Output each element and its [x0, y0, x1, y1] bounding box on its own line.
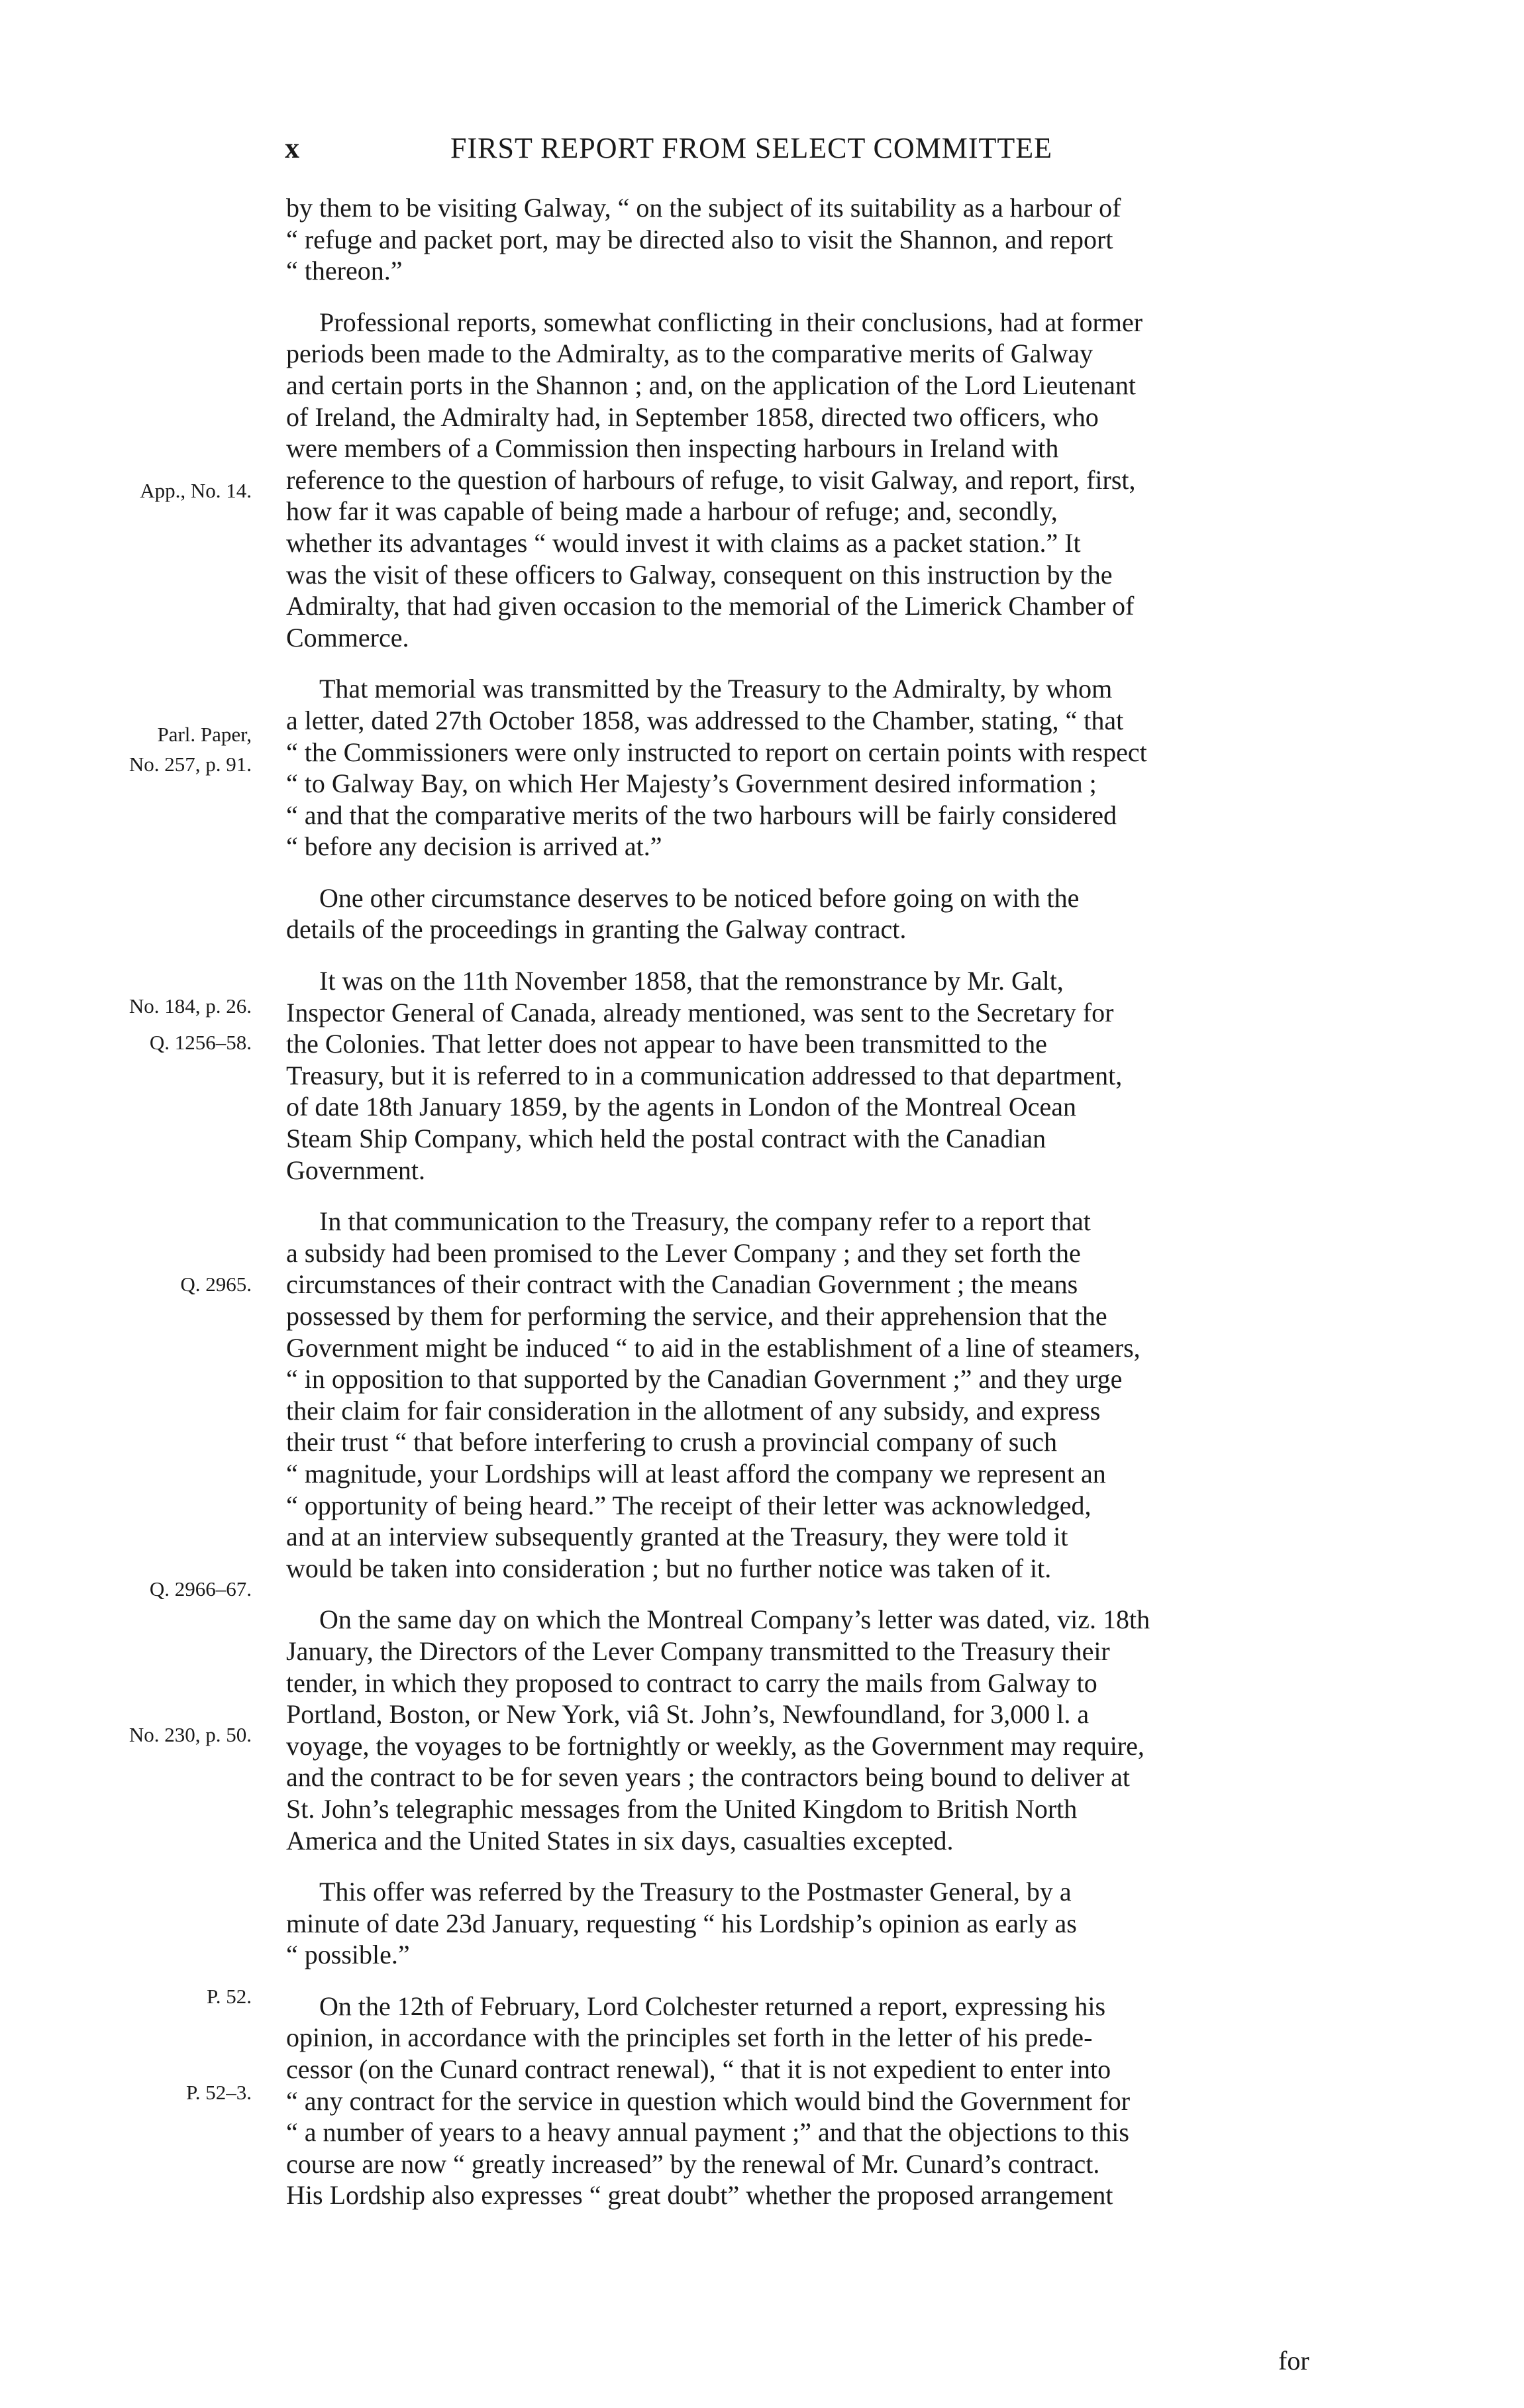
- paragraph: [286, 882, 1346, 945]
- margin-note: P. 52–3.: [185, 2081, 252, 2104]
- paragraph: [286, 1991, 1346, 2211]
- text-line: Steam Ship Company, which held the postal contract with the Canadian: [286, 1124, 1046, 1154]
- text-line: course are now “ greatly increased” by the renewal of Mr. Cunard’s contract.: [286, 2148, 1100, 2179]
- text-line: “ the Commissioners were only instructed to report on certain points with respect: [286, 737, 1147, 767]
- text-line: periods been made to the Admiralty, as to the comparative merits of Galway: [286, 339, 1093, 369]
- text-line: their trust “ that before interfering to crush a provincial company of such: [286, 1427, 1058, 1457]
- text-line: On the same day on which the Montreal Company’s letter was dated, viz. 18th: [319, 1604, 1150, 1635]
- text-line: It was on the 11th November 1858, that the remonstrance by Mr. Galt,: [319, 966, 1064, 996]
- text-line: and the contract to be for seven years ; the contractors being bound to deliver at: [286, 1762, 1130, 1793]
- margin-note: Q. 2965.: [180, 1273, 252, 1296]
- text-line: circumstances of their contract with the Canadian Government ; the means: [286, 1269, 1078, 1300]
- text-line: January, the Directors of the Lever Company transmitted to the Treasury their: [286, 1636, 1110, 1666]
- text-line: whether its advantages “ would invest it with claims as a packet station.” It: [286, 527, 1081, 558]
- paragraph: [286, 1206, 1346, 1584]
- text-line: reference to the question of harbours of refuge, to visit Galway, and report, first,: [286, 464, 1136, 495]
- margin-note: Q. 2966–67.: [149, 1577, 252, 1600]
- text-line: of Ireland, the Admiralty had, in September 1858, directed two officers, who: [286, 401, 1099, 432]
- page-header: [252, 131, 1378, 178]
- text-line: Inspector General of Canada, already mentioned, was sent to the Secretary for: [286, 997, 1114, 1027]
- text-line: voyage, the voyages to be fortnightly or weekly, as the Government may require,: [286, 1730, 1144, 1761]
- text-line: details of the proceedings in granting the Galway contract.: [286, 914, 907, 945]
- catchword: for: [1278, 2346, 1309, 2376]
- text-line: His Lordship also expresses “ great doubt” whether the proposed arrangement: [286, 2180, 1113, 2211]
- text-line: “ thereon.”: [286, 256, 403, 286]
- margin-note: No. 230, p. 50.: [128, 1723, 252, 1746]
- text-line: Government might be induced “ to aid in the establishment of a line of steamers,: [286, 1332, 1141, 1363]
- text-line: and certain ports in the Shannon ; and, on the application of the Lord Lieutenant: [286, 370, 1136, 400]
- text-line: tender, in which they proposed to contract to carry the mails from Galway to: [286, 1667, 1097, 1698]
- text-line: America and the United States in six days, casualties excepted.: [286, 1825, 954, 1856]
- paragraph: [286, 307, 1346, 654]
- text-line: Treasury, but it is referred to in a communication addressed to that department,: [286, 1060, 1123, 1090]
- text-line: In that communication to the Treasury, the company refer to a report that: [319, 1206, 1091, 1237]
- margin-note: App., No. 14.: [140, 479, 252, 502]
- text-line: That memorial was transmitted by the Treasury to the Admiralty, by whom: [319, 674, 1113, 704]
- margin-note: Parl. Paper,: [157, 723, 252, 746]
- paragraph: [286, 1604, 1346, 1856]
- text-line: minute of date 23d January, requesting “ his Lordship’s opinion as early as: [286, 1908, 1077, 1938]
- text-line: “ in opposition to that supported by the Canadian Government ;” and they urge: [286, 1364, 1123, 1394]
- text-line: “ possible.”: [286, 1940, 410, 1970]
- text-line: “ any contract for the service in question which would bind the Government for: [286, 2085, 1131, 2116]
- text-line: St. John’s telegraphic messages from the United Kingdom to British North: [286, 1793, 1078, 1824]
- text-line: were members of a Commission then inspecting harbours in Ireland with: [286, 433, 1059, 464]
- text-line: a subsidy had been promised to the Lever Company ; and they set forth the: [286, 1237, 1081, 1268]
- text-line: One other circumstance deserves to be noticed before going on with the: [319, 882, 1080, 913]
- text-line: Commerce.: [286, 622, 409, 653]
- margin-note: No. 184, p. 26.: [128, 994, 252, 1018]
- text-line: of date 18th January 1859, by the agents in London of the Montreal Ocean: [286, 1092, 1077, 1122]
- text-line: Portland, Boston, or New York, viâ St. John’s, Newfoundland, for 3,000 l. a: [286, 1699, 1090, 1730]
- body-text: [286, 192, 1346, 2211]
- paragraph: [286, 965, 1346, 1186]
- page-number: x: [285, 132, 299, 164]
- text-line: “ opportunity of being heard.” The receipt of their letter was acknowledged,: [286, 1490, 1092, 1520]
- paragraph: [286, 673, 1346, 863]
- text-line: a letter, dated 27th October 1858, was addressed to the Chamber, stating, “ that: [286, 705, 1124, 735]
- text-line: “ before any decision is arrived at.”: [286, 831, 662, 862]
- text-line: their claim for fair consideration in the allotment of any subsidy, and express: [286, 1395, 1101, 1426]
- text-line: opinion, in accordance with the principles set forth in the letter of his prede-: [286, 2022, 1093, 2053]
- running-title: FIRST REPORT FROM SELECT COMMITTEE: [450, 132, 1053, 164]
- text-line: and at an interview subsequently granted at the Treasury, they were told it: [286, 1522, 1068, 1552]
- text-line: was the visit of these officers to Galway, consequent on this instruction by the: [286, 559, 1113, 590]
- margin-note: No. 257, p. 91.: [128, 753, 252, 776]
- text-line: On the 12th of February, Lord Colchester returned a report, expressing his: [319, 1991, 1106, 2021]
- paragraph: [286, 192, 1346, 287]
- margin-note: P. 52.: [206, 1985, 252, 2008]
- text-line: Government.: [286, 1155, 425, 1185]
- text-line: “ a number of years to a heavy annual payment ;” and that the objections to this: [286, 2117, 1129, 2148]
- paragraph: [286, 1876, 1346, 1971]
- text-line: Admiralty, that had given occasion to the memorial of the Limerick Chamber of: [286, 591, 1135, 621]
- margin-note: Q. 1256–58.: [149, 1031, 252, 1054]
- text-line: possessed by them for performing the service, and their apprehension that the: [286, 1301, 1107, 1331]
- text-line: would be taken into consideration ; but no further notice was taken of it.: [286, 1553, 1052, 1583]
- text-line: This offer was referred by the Treasury to the Postmaster General, by a: [319, 1877, 1072, 1907]
- text-line: Professional reports, somewhat conflicting in their conclusions, had at former: [319, 307, 1143, 337]
- text-line: “ and that the comparative merits of the two harbours will be fairly considered: [286, 800, 1117, 830]
- text-line: the Colonies. That letter does not appear to have been transmitted to the: [286, 1029, 1047, 1059]
- text-line: by them to be visiting Galway, “ on the subject of its suitability as a harbour of: [286, 193, 1121, 223]
- text-line: how far it was capable of being made a harbour of refuge; and, secondly,: [286, 496, 1058, 527]
- text-line: “ refuge and packet port, may be directed also to visit the Shannon, and report: [286, 224, 1113, 254]
- text-line: “ magnitude, your Lordships will at least afford the company we represent an: [286, 1458, 1106, 1489]
- text-line: “ to Galway Bay, on which Her Majesty’s Government desired information ;: [286, 768, 1097, 799]
- text-line: cessor (on the Cunard contract renewal), “ that it is not expedient to enter into: [286, 2054, 1111, 2085]
